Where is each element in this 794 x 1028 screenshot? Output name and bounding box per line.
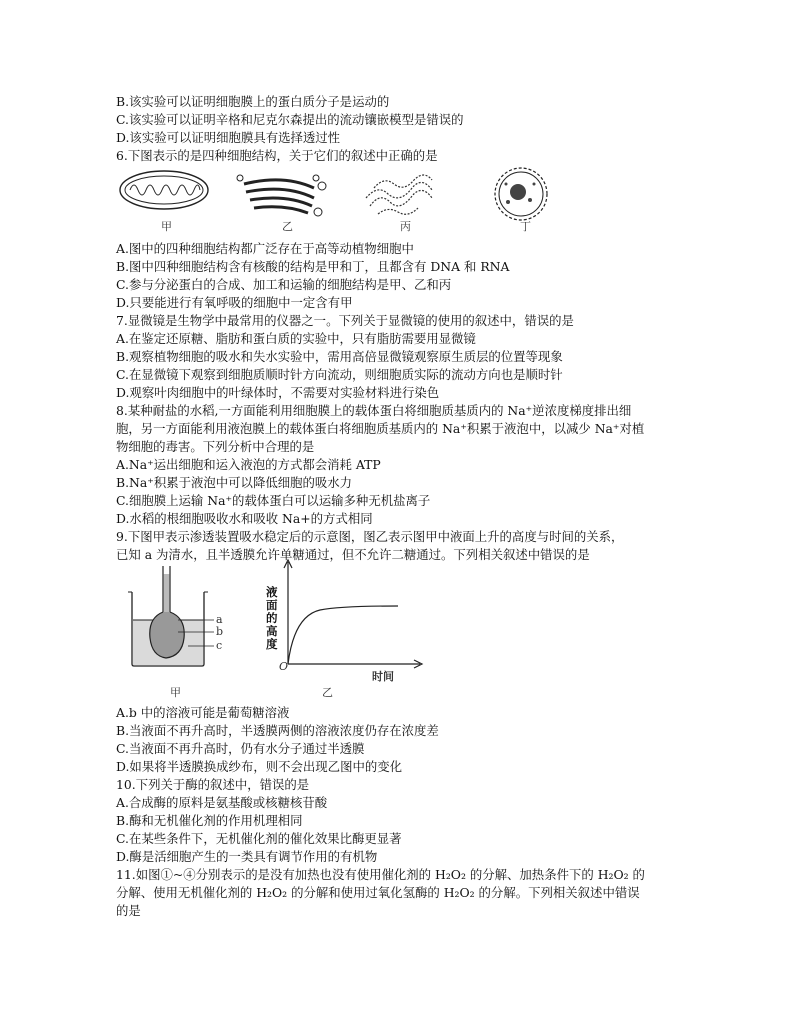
q6-option-c: C.参与分泌蛋白的合成、加工和运输的细胞结构是甲、乙和丙 (116, 277, 452, 292)
q6-option-b: B.图中四种细胞结构含有核酸的结构是甲和丁，且都含有 DNA 和 RNA (116, 259, 510, 274)
graph-y-label: 液面的高度 (266, 585, 278, 651)
label-bing: 丙 (400, 220, 411, 233)
q10-option-c: C.在某些条件下，无机催化剂的催化效果比酶更显著 (116, 831, 402, 846)
q7-option-a: A.在鉴定还原糖、脂肪和蛋白质的实验中，只有脂肪需要用显微镜 (116, 331, 476, 346)
q5-option-c: C.该实验可以证明辛格和尼克尔森提出的流动镶嵌模型是错误的 (116, 112, 464, 127)
q7-option-d: D.观察叶肉细胞中的叶绿体时，不需要对实验材料进行染色 (116, 385, 440, 400)
q11-stem-line2: 分解、使用无机催化剂的 H₂O₂ 的分解和使用过氧化氢酶的 H₂O₂ 的分解。下列相关叙述中错误 (116, 885, 640, 900)
golgi-apparatus-icon (237, 175, 326, 216)
q8-stem-line3: 物细胞的毒害。下列分析中合理的是 (116, 439, 315, 454)
cell-structures-figure (116, 166, 566, 236)
q10-option-b: B.酶和无机催化剂的作用机理相同 (116, 813, 303, 828)
q10-option-d: D.酶是活细胞产生的一类具有调节作用的有机物 (116, 849, 378, 864)
q7-option-b: B.观察植物细胞的吸水和失水实验中，需用高倍显微镜观察原生质层的位置等现象 (116, 349, 563, 364)
label-a: a (216, 613, 223, 626)
q8-stem-line2: 胞，另一方面能利用液泡膜上的载体蛋白将细胞质基质内的 Na⁺积累于液泡中，以减少 Na⁺对植 (116, 421, 645, 436)
mitochondrion-icon (120, 171, 208, 209)
graph-x-label: 时间 (372, 670, 394, 683)
label-jia: 甲 (161, 220, 172, 233)
q8-option-a: A.Na⁺运出细胞和运入液泡的方式都会消耗 ATP (116, 457, 381, 472)
liquid-height-graph (270, 556, 440, 681)
q9-stem-line1: 9.下图甲表示渗透装置吸水稳定后的示意图，图乙表示图甲中液面上升的高度与时间的关系， (116, 529, 624, 544)
q8-option-b: B.Na⁺积累于液泡中可以降低细胞的吸水力 (116, 475, 353, 490)
q11-stem-line3: 的是 (116, 903, 141, 918)
label-ding: 丁 (520, 220, 531, 233)
q11-stem-line1: 11.如图①~④分别表示的是没有加热也没有使用催化剂的 H₂O₂ 的分解、加热条件下的 H₂O₂ 的 (116, 867, 645, 882)
q9-option-b: B.当液面不再升高时，半透膜两侧的溶液浓度仍存在浓度差 (116, 723, 439, 738)
q8-option-d: D.水稻的根细胞吸收水和吸收 Na+的方式相同 (116, 511, 373, 526)
q6-option-a: A.图中的四种细胞结构都广泛存在于高等动植物细胞中 (116, 241, 414, 256)
graph-origin: O (279, 660, 289, 673)
q7-stem: 7.显微镜是生物学中最常用的仪器之一。下列关于显微镜的使用的叙述中，错误的是 (116, 313, 574, 328)
q9-option-d: D.如果将半透膜换成纱布，则不会出现乙图中的变化 (116, 759, 403, 774)
label-fig-jia: 甲 (170, 686, 181, 699)
q6-option-d: D.只要能进行有氧呼吸的细胞中一定含有甲 (116, 295, 353, 310)
label-yi: 乙 (282, 220, 293, 233)
q9-stem-line2: 已知 a 为清水，且半透膜允许单糖通过，但不允许二糖通过。下列相关叙述中错误的是 (116, 547, 590, 562)
endoplasmic-reticulum-icon (366, 175, 432, 214)
label-fig-yi: 乙 (322, 686, 333, 699)
q5-option-b: B.该实验可以证明细胞膜上的蛋白质分子是运动的 (116, 94, 390, 109)
q10-stem: 10.下列关于酶的叙述中，错误的是 (116, 777, 310, 792)
q6-stem: 6.下图表示的是四种细胞结构，关于它们的叙述中正确的是 (116, 148, 438, 163)
q9-option-a: A.b 中的溶液可能是葡萄糖溶液 (116, 705, 290, 720)
q8-option-c: C.细胞膜上运输 Na⁺的载体蛋白可以运输多种无机盐离子 (116, 493, 431, 508)
label-c: c (216, 639, 223, 652)
q10-option-a: A.合成酶的原料是氨基酸或核糖核苷酸 (116, 795, 328, 810)
q5-option-d: D.该实验可以证明细胞膜具有选择透过性 (116, 130, 341, 145)
nucleus-icon (495, 168, 547, 220)
q8-stem-line1: 8.某种耐盐的水稻,一方面能利用细胞膜上的载体蛋白将细胞质基质内的 Na⁺逆浓度梯度排出细 (116, 403, 632, 418)
q7-option-c: C.在显微镜下观察到细胞质顺时针方向流动，则细胞质实际的流动方向也是顺时针 (116, 367, 563, 382)
q9-option-c: C.当液面不再升高时，仍有水分子通过半透膜 (116, 741, 365, 756)
label-b: b (216, 625, 224, 638)
